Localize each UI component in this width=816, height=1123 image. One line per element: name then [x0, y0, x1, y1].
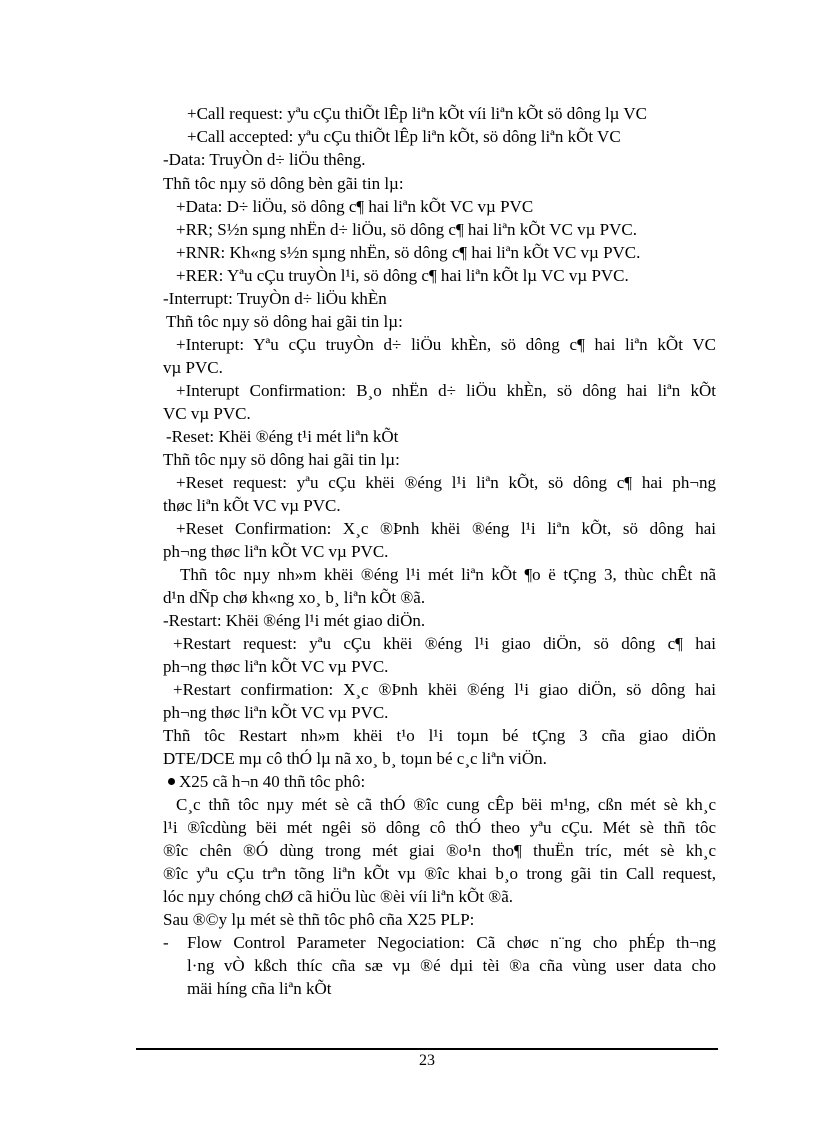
text-line: +Interupt: Yªu cÇu truyÒn d÷ liÖu khÈn, sö dông c¶ hai liªn kÕt VC [176, 335, 716, 354]
text-line: mäi híng cña liªn kÕt [187, 979, 332, 998]
text-line: ph¬ng thøc liªn kÕt VC vµ PVC. [163, 657, 389, 676]
text-line: +RR; S½n sµng nhËn d÷ liÖu, sö dông c¶ hai liªn kÕt VC vµ PVC. [176, 220, 637, 239]
text-line: Thñ tôc Restart nh»m khëi t¹o l¹i toµn bé tÇng 3 cña giao diÖn [163, 726, 716, 745]
text-line: +Restart confirmation: X¸c ®Þnh khëi ®éng l¹i giao diÖn, sö dông hai [173, 680, 716, 699]
text-line: ®îc chên ®Ó dùng trong mét giai ®o¹n tho¶ thuËn tríc, mét sè kh¸c [163, 841, 716, 860]
text-line: Thñ tôc nµy nh»m khëi ®éng l¹i mét liªn kÕt ¶o ë tÇng 3, thùc chÊt nã [180, 565, 716, 584]
text-line: Flow Control Parameter Negociation: Cã chøc n¨ng cho phÉp th¬ng [187, 933, 716, 952]
text-line: Thñ tôc nµy sö dông bèn gãi tin lµ: [163, 174, 404, 193]
bullet-icon [168, 778, 175, 785]
text-line: +RER: Yªu cÇu truyÒn l¹i, sö dông c¶ hai liªn kÕt lµ VC vµ PVC. [176, 266, 629, 285]
text-line: ®îc yªu cÇu trªn tõng liªn kÕt vµ ®îc khai b¸o trong gãi tin Call request, [163, 864, 716, 883]
text-line: -Restart: Khëi ®éng l¹i mét giao diÖn. [163, 611, 426, 630]
text-line: ph¬ng thøc liªn kÕt VC vµ PVC. [163, 703, 389, 722]
text-line: +Reset request: yªu cÇu khëi ®éng l¹i liªn kÕt, sö dông c¶ hai ph¬ng [176, 473, 716, 492]
bullet-text: X25 cã h¬n 40 thñ tôc phô: [179, 772, 366, 791]
text-line: +Data: D÷ liÖu, sö dông c¶ hai liªn kÕt VC vµ PVC [176, 197, 534, 216]
text-line: -Reset: Khëi ®éng t¹i mét liªn kÕt [166, 427, 399, 446]
text-line: +Restart request: yªu cÇu khëi ®éng l¹i giao diÖn, sö dông c¶ hai [173, 634, 716, 653]
page-number: 23 [419, 1052, 435, 1069]
footer-divider [136, 1048, 718, 1050]
text-line: C¸c thñ tôc nµy mét sè cã thÓ ®îc cung cÊp bëi m¹ng, cßn mét sè kh¸c [176, 795, 716, 814]
text-line: DTE/DCE mµ cô thÓ lµ nã xo¸ b¸ toµn bé c¸c liªn viÖn. [163, 749, 547, 768]
text-line: +Reset Confirmation: X¸c ®Þnh khëi ®éng l¹i liªn kÕt, sö dông hai [176, 519, 716, 538]
text-line: Thñ tôc nµy sö dông hai gãi tin lµ: [163, 450, 400, 469]
text-line: +Call accepted: yªu cÇu thiÕt lÊp liªn kÕt, sö dông liªn kÕt VC [187, 127, 621, 146]
text-line: +RNR: Kh«ng s½n sµng nhËn, sö dông c¶ hai liªn kÕt VC vµ PVC. [176, 243, 641, 262]
text-line: Sau ®©y lµ mét sè thñ tôc phô cña X25 PLP: [163, 910, 475, 929]
text-line: -Interrupt: TruyÒn d÷ liÖu khÈn [163, 289, 387, 308]
text-line: -Data: TruyÒn d÷ liÖu thêng. [163, 150, 366, 169]
text-line: lóc nµy chóng chØ cã hiÖu lùc ®èi víi liªn kÕt ®ã. [163, 887, 514, 906]
text-line: +Interupt Confirmation: B¸o nhËn d÷ liÖu khÈn, sö dông hai liªn kÕt [176, 381, 716, 400]
text-line: l·ng vÒ kßch thíc cña sæ vµ ®é dµi tèi ®a cña vùng user data cho [187, 956, 716, 975]
text-line: thøc liªn kÕt VC vµ PVC. [163, 496, 341, 515]
text-line: +Call request: yªu cÇu thiÕt lÊp liªn kÕt víi liªn kÕt sö dông lµ VC [187, 104, 648, 123]
text-line: vµ PVC. [163, 358, 223, 377]
bullet-item [168, 771, 365, 793]
text-line: ph¬ng thøc liªn kÕt VC vµ PVC. [163, 542, 389, 561]
text-line: d¹n dÑp chø kh«ng xo¸ b¸ liªn kÕt ®ã. [163, 588, 426, 607]
list-dash: - [163, 933, 169, 952]
text-line: VC vµ PVC. [163, 404, 251, 423]
text-line: Thñ tôc nµy sö dông hai gãi tin lµ: [166, 312, 403, 331]
text-line: l¹i ®îcdùng bëi mét ngêi sö dông cô thÓ theo yªu cÇu. Mét sè thñ tôc [163, 818, 716, 837]
